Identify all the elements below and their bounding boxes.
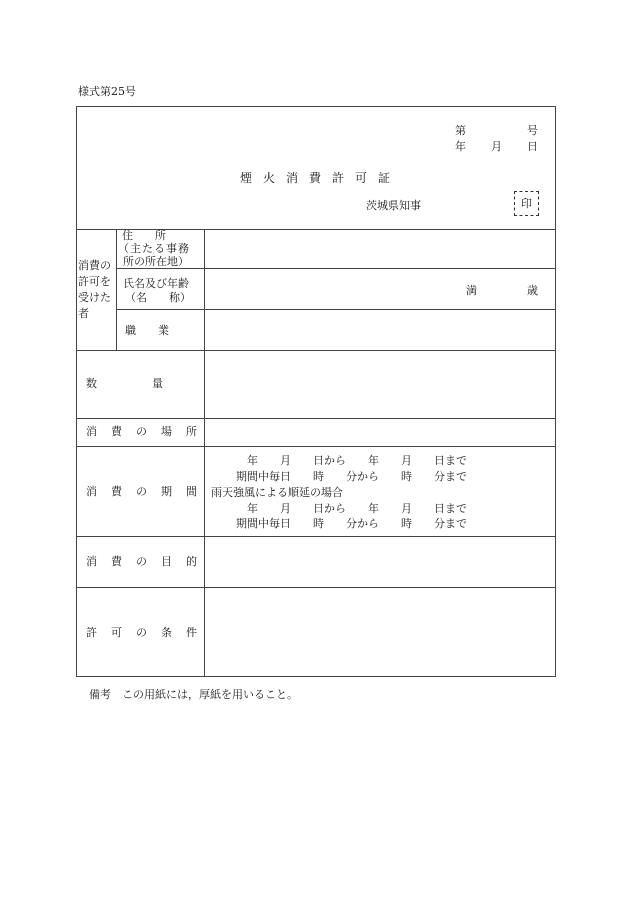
row-divider-permittee [76, 350, 556, 351]
period-line-1: 年 月 日から 年 月 日まで [247, 454, 467, 467]
period-line-5: 期間中毎日 時 分から 時 分まで [236, 517, 467, 530]
name-title-label: （名 称） [125, 291, 191, 304]
row-divider-purpose [76, 587, 556, 588]
footnote: 備考 この用紙には，厚紙を用いること。 [89, 688, 298, 701]
permittee-label-line2: 許可を [78, 275, 111, 288]
row-divider-period [76, 536, 556, 537]
permittee-label-line4: 者 [78, 307, 89, 320]
row-divider-quantity [76, 418, 556, 419]
seal-label: 印 [521, 197, 532, 210]
row-divider-address [116, 268, 556, 269]
permittee-label-line3: 受けた [78, 291, 111, 304]
purpose-label: 消費の目的 [86, 555, 211, 568]
age-suffix: 歳 [527, 284, 538, 297]
permit-form-frame [76, 106, 556, 677]
address-label-bot: 所の所在地） [123, 255, 189, 268]
age-prefix: 満 [466, 284, 477, 297]
period-line-2: 期間中毎日 時 分から 時 分まで [236, 470, 467, 483]
column-divider-group [116, 229, 117, 350]
period-line-4: 年 月 日から 年 月 日まで [247, 502, 467, 515]
seal-box [514, 191, 539, 216]
page-title: 煙火消費許可証 [240, 171, 402, 185]
row-divider-place [76, 446, 556, 447]
date-day: 日 [527, 140, 538, 153]
address-label-mid: （主たる事務 [118, 242, 190, 255]
permittee-label-line1: 消費の [78, 259, 111, 272]
number-prefix: 第 [455, 124, 466, 137]
address-label-top: 住 所 [122, 229, 166, 242]
period-label: 消費の期間 [86, 485, 211, 498]
period-line-3: 雨天強風による順延の場合 [211, 486, 343, 499]
form-number: 様式第25号 [78, 85, 136, 98]
column-divider-label [204, 229, 205, 677]
conditions-label: 許可の条件 [86, 626, 211, 639]
quantity-label: 数 量 [86, 377, 163, 390]
name-age-label: 氏名及び年齢 [123, 277, 189, 290]
issuer: 茨城県知事 [366, 199, 421, 212]
row-divider-name [116, 309, 556, 310]
occupation-label: 職 業 [125, 324, 169, 337]
date-month: 月 [491, 140, 502, 153]
date-year: 年 [455, 140, 466, 153]
number-suffix: 号 [527, 124, 538, 137]
place-label: 消費の場所 [86, 425, 211, 438]
